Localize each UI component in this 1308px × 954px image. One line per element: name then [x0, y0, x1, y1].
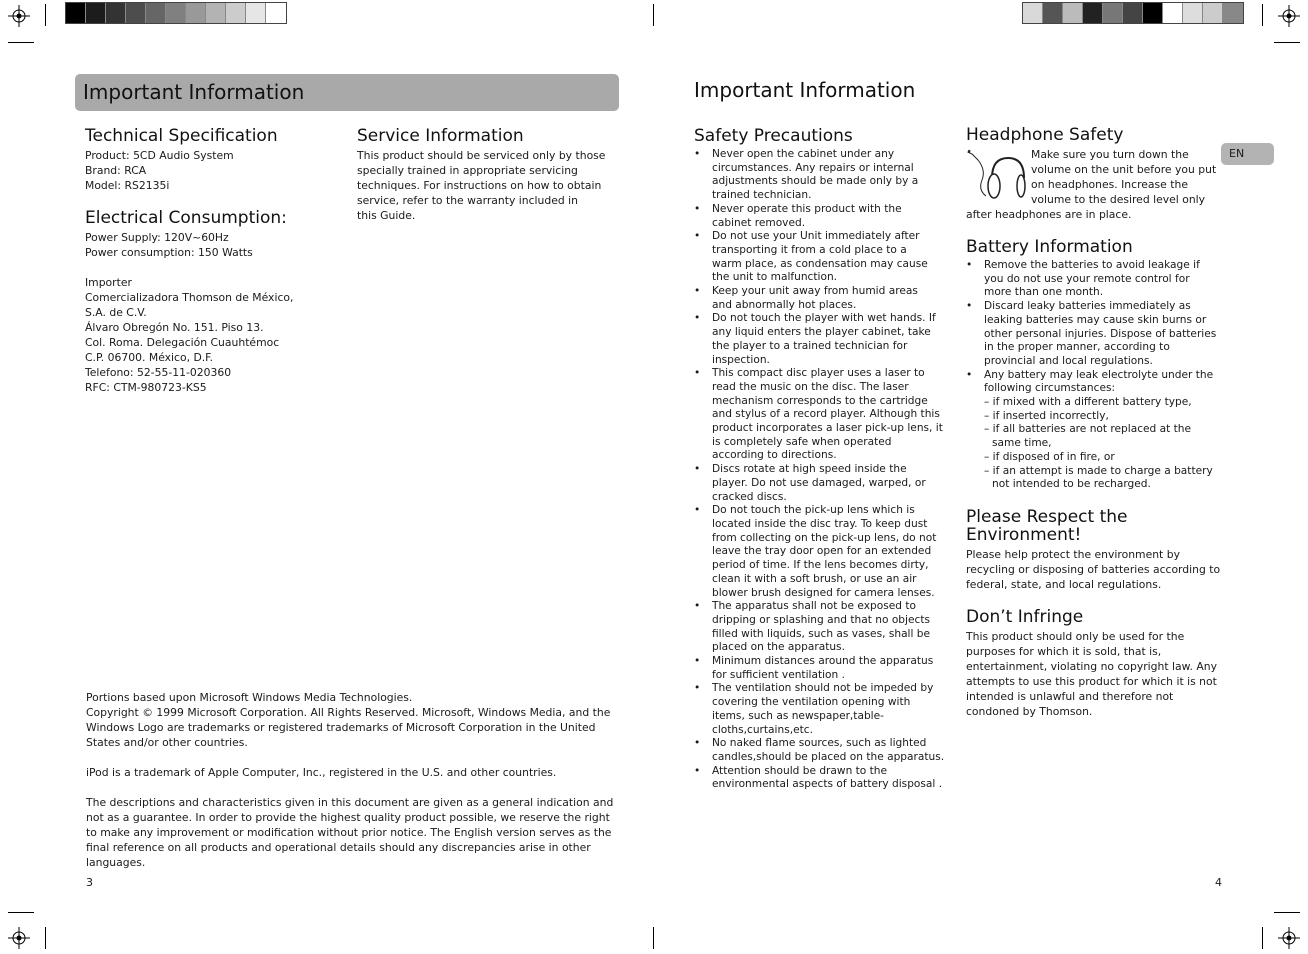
- color-swatch: [1163, 3, 1183, 23]
- legal-text: [86, 690, 613, 870]
- text-line: Please help protect the environment by: [966, 548, 1180, 561]
- tech-spec-text: [85, 148, 234, 193]
- text-line: This product should only be used for the: [966, 630, 1185, 643]
- page-number-left: 3: [86, 876, 93, 889]
- color-swatch: [166, 3, 186, 23]
- service-heading: Service Information: [357, 126, 524, 146]
- headphone-text: [1031, 147, 1216, 207]
- list-item: • Never operate this product with the cabinet removed.: [694, 203, 956, 230]
- list-item: • Keep your unit away from humid areas and abnormally hot places.: [694, 285, 956, 312]
- list-item: • Do not touch the player with wet hands. If any liquid enters the player cabinet, take the player to a trained technician for inspection.: [694, 312, 956, 367]
- color-swatch: [266, 3, 286, 23]
- text-line: Product: 5CD Audio System: [85, 149, 234, 162]
- list-item: • Any battery may leak electrolyte under the following circumstances: – if mixed with a different battery type, – if inserted incorrectly, – if all batteries are not replaced at the same time, – if disposed of in fire, or – if an attempt is made to charge a battery not intended to be recharged.: [966, 369, 1228, 492]
- crop-mark: [653, 927, 654, 949]
- text-line: federal, state, and local regulations.: [966, 578, 1162, 591]
- color-swatch: [1223, 3, 1243, 23]
- infringe-text: [966, 629, 1217, 719]
- color-swatch: [186, 3, 206, 23]
- crop-mark: [653, 4, 654, 26]
- safety-list: [694, 148, 956, 792]
- environment-text: [966, 547, 1220, 592]
- sub-list-item: – if all batteries are not replaced at the same time,: [984, 423, 1192, 450]
- text-line: volume on the unit before you put: [1031, 163, 1217, 176]
- color-swatch: [146, 3, 166, 23]
- color-swatch: [206, 3, 226, 23]
- text-line: not as a guarantee. In order to provide the highest quality product possible, we reserve the right: [86, 811, 610, 824]
- text-line: condoned by Thomson.: [966, 705, 1093, 718]
- text-line: States and/or other countries.: [86, 736, 248, 749]
- list-item: • The ventilation should not be impeded by covering the ventilation opening with items, such as newspaper,table- cloths,curtains,etc.: [694, 682, 956, 737]
- crop-mark: [8, 912, 34, 913]
- sub-list-item: – if disposed of in fire, or: [984, 450, 1115, 463]
- text-line: Power consumption: 150 Watts: [85, 246, 253, 259]
- color-swatch: [86, 3, 106, 23]
- list-item: • Attention should be drawn to the environmental aspects of battery disposal .: [694, 765, 956, 792]
- text-line: on headphones. Increase the: [1031, 178, 1188, 191]
- language-badge: EN: [1221, 143, 1274, 165]
- page-title: Important Information: [83, 80, 305, 104]
- color-swatch: [66, 3, 86, 23]
- text-line: Model: RS2135i: [85, 179, 170, 192]
- list-item: • Never open the cabinet under any circumstances. Any repairs or internal adjustments should be made only by a trained technician.: [694, 148, 956, 203]
- page-number-right: 4: [1215, 876, 1222, 889]
- text-line: Portions based upon Microsoft Windows Media Technologies.: [86, 691, 413, 704]
- text-line: S.A. de C.V.: [85, 306, 147, 319]
- text-line: iPod is a trademark of Apple Computer, Inc., registered in the U.S. and other countries.: [86, 766, 557, 779]
- crop-mark: [1274, 912, 1300, 913]
- color-swatch: [1123, 3, 1143, 23]
- text-line: recycling or disposing of batteries according to: [966, 563, 1221, 576]
- list-item: • The apparatus shall not be exposed to dripping or splashing and that no objects filled with liquids, such as vases, shall be placed on the apparatus.: [694, 600, 956, 655]
- registration-mark-icon: [1278, 5, 1300, 27]
- registration-mark-icon: [8, 5, 30, 27]
- infringe-heading: Don’t Infringe: [966, 607, 1084, 627]
- text-line: attempts to use this product for which it is not: [966, 675, 1217, 688]
- color-swatch: [126, 3, 146, 23]
- text-line: Álvaro Obregón No. 151. Piso 13.: [85, 321, 264, 334]
- list-item: • Discard leaky batteries immediately as leaking batteries may cause skin burns or other personal injuries. Dispose of batteries in the proper manner, according to provincial and local regulations.: [966, 300, 1228, 369]
- text-line: Importer: [85, 276, 132, 289]
- color-swatch: [1063, 3, 1083, 23]
- text-line: [86, 780, 613, 795]
- list-item: • Do not use your Unit immediately after transporting it from a cold place to a warm place, as condensation may cause the unit to malfunction.: [694, 230, 956, 285]
- text-line: this Guide.: [357, 209, 416, 222]
- list-item: • Minimum distances around the apparatus for sufficient ventilation .: [694, 655, 956, 682]
- crop-mark: [8, 42, 34, 43]
- text-line: C.P. 06700. México, D.F.: [85, 351, 214, 364]
- list-item: • This compact disc player uses a laser to read the music on the disc. The laser mechanism corresponds to the cartridge and stylus of a record player. Although this product incorporates a laser pick-up lens, it is completely safe when operated according to directions.: [694, 367, 956, 463]
- registration-mark-icon: [8, 927, 30, 949]
- safety-heading: Safety Precautions: [694, 126, 853, 146]
- text-line: RFC: CTM-980723-KS5: [85, 381, 207, 394]
- text-line: Comercializadora Thomson de México,: [85, 291, 294, 304]
- color-swatch: [1043, 3, 1063, 23]
- text-line: intended is unlawful and therefore not: [966, 690, 1174, 703]
- color-swatch: [1103, 3, 1123, 23]
- headphones-icon: [966, 148, 1026, 206]
- color-swatch: [1183, 3, 1203, 23]
- text-line: Telefono: 52-55-11-020360: [85, 366, 232, 379]
- list-item: • No naked flame sources, such as lighted candles,should be placed on the apparatus.: [694, 737, 956, 764]
- battery-list: [966, 259, 1228, 492]
- color-swatch: [1143, 3, 1163, 23]
- text-line: techniques. For instructions on how to obtain: [357, 179, 602, 192]
- headphone-heading: Headphone Safety: [966, 125, 1124, 145]
- color-swatch: [106, 3, 126, 23]
- color-swatch: [1203, 3, 1223, 23]
- battery-heading: Battery Information: [966, 237, 1133, 257]
- text-line: Col. Roma. Delegación Cuauhtémoc: [85, 336, 280, 349]
- crop-mark: [1274, 42, 1300, 43]
- text-line: Power Supply: 120V~60Hz: [85, 231, 229, 244]
- text-line: The descriptions and characteristics given in this document are given as a general indication and: [86, 796, 614, 809]
- electrical-text: [85, 230, 293, 395]
- color-swatch: [246, 3, 266, 23]
- color-swatch-bar-right: [1022, 2, 1244, 24]
- text-line: to make any improvement or modification without prior notice. The English version serves as the: [86, 826, 612, 839]
- crop-mark: [45, 927, 46, 949]
- text-line: purposes for which it is sold, that is,: [966, 645, 1162, 658]
- text-line: Brand: RCA: [85, 164, 147, 177]
- sub-list-item: – if mixed with a different battery type,: [984, 396, 1192, 409]
- color-swatch-bar-left: [65, 2, 287, 24]
- text-line: Windows Logo are trademarks or registered trademarks of Microsoft Corporation in the United: [86, 721, 596, 734]
- text-line: languages.: [86, 856, 146, 869]
- service-text: [357, 148, 605, 223]
- crop-mark: [45, 4, 46, 26]
- text-line: service, refer to the warranty included in: [357, 194, 579, 207]
- list-item: • Remove the batteries to avoid leakage if you do not use your remote control for more than one month.: [966, 259, 1228, 300]
- section-banner: [75, 74, 619, 111]
- text-line: specially trained in appropriate servicing: [357, 164, 578, 177]
- electrical-heading: Electrical Consumption:: [85, 208, 287, 228]
- color-swatch: [226, 3, 246, 23]
- environment-heading: Please Respect the Environment!: [966, 507, 1128, 545]
- crop-mark: [1262, 927, 1263, 949]
- text-line: final reference on all products and operational details should any discrepancies arise in other: [86, 841, 591, 854]
- tech-spec-heading: Technical Specification: [85, 126, 278, 146]
- registration-mark-icon: [1278, 927, 1300, 949]
- text-line: [85, 260, 293, 275]
- text-line: Copyright © 1999 Microsoft Corporation. All Rights Reserved. Microsoft, Windows Media, and the: [86, 706, 611, 719]
- crop-mark: [1262, 4, 1263, 26]
- list-item: • Discs rotate at high speed inside the player. Do not use damaged, warped, or cracked discs.: [694, 463, 956, 504]
- text-line: [86, 750, 613, 765]
- list-item: • Do not touch the pick-up lens which is located inside the disc tray. To keep dust from collecting on the pick-up lens, do not leave the tray door open for an extended period of time. If the lens becomes dirty, clean it with a soft brush, or use an air blower brush designed for camera lenses.: [694, 504, 956, 600]
- text-line: entertainment, violating no copyright law. Any: [966, 660, 1217, 673]
- sub-list-item: – if an attempt is made to charge a battery not intended to be recharged.: [984, 464, 1213, 491]
- color-swatch: [1023, 3, 1043, 23]
- headphone-text-last: after headphones are in place.: [966, 208, 1132, 221]
- text-line: Make sure you turn down the: [1031, 148, 1189, 161]
- sub-list-item: – if inserted incorrectly,: [984, 409, 1109, 422]
- text-line: This product should be serviced only by those: [357, 149, 606, 162]
- color-swatch: [1083, 3, 1103, 23]
- text-line: volume to the desired level only: [1031, 193, 1206, 206]
- page-title-right: Important Information: [694, 78, 916, 102]
